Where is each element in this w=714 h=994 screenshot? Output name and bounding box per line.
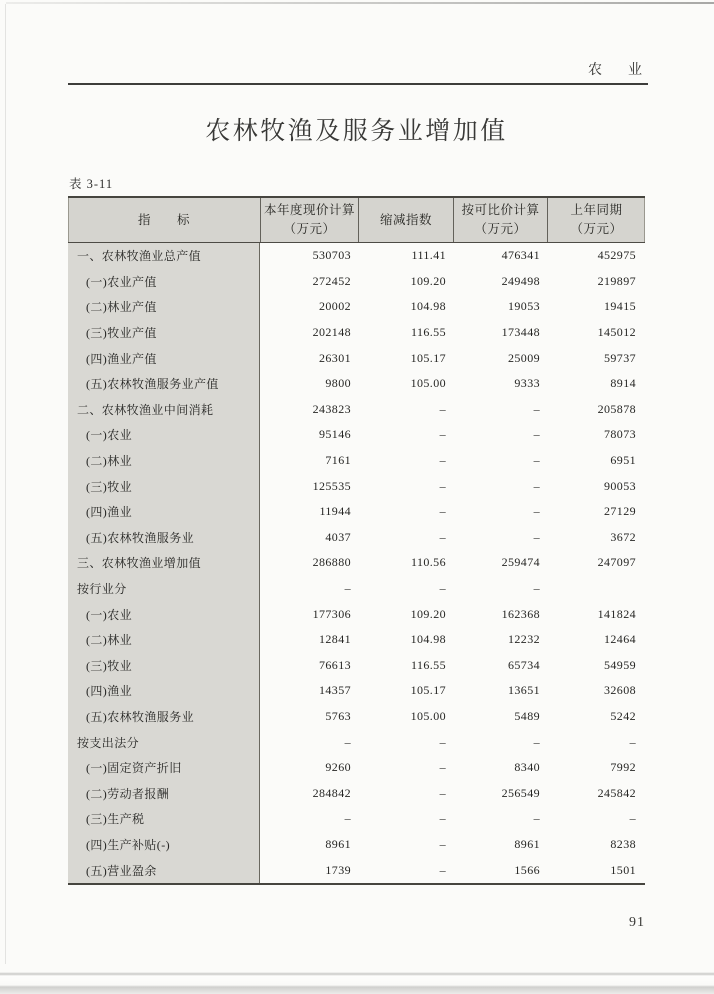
- table-row: [68, 397, 645, 423]
- value-cell: 109.20: [410, 606, 446, 621]
- value-cell: 5763: [325, 708, 351, 723]
- page-number: 91: [629, 915, 645, 930]
- value-cell: 20002: [319, 299, 351, 314]
- table-row: [68, 499, 645, 525]
- header-rule: [68, 83, 648, 85]
- table-label: 表 3-11: [69, 177, 114, 191]
- value-cell: 245842: [597, 785, 636, 800]
- value-cell: 105.17: [410, 683, 446, 698]
- value-cell: 1501: [610, 862, 636, 877]
- indicator-cell: (二)林业产值: [68, 294, 260, 320]
- value-cell: 145012: [597, 325, 636, 340]
- table-row: [68, 243, 645, 269]
- value-cell: –: [344, 581, 351, 596]
- value-cell: 78073: [604, 427, 636, 442]
- table-body: [68, 243, 645, 883]
- value-cell: 105.00: [410, 376, 446, 391]
- value-cell: 111.41: [411, 248, 446, 263]
- value-cell: 8961: [325, 836, 351, 851]
- value-cell: 12841: [319, 632, 351, 647]
- indicator-cell: (一)农业: [68, 422, 260, 448]
- value-cell: 5242: [610, 708, 636, 723]
- value-cell: 76613: [319, 657, 351, 672]
- value-cell: 177306: [312, 606, 351, 621]
- indicator-cell: 一、农林牧渔业总产值: [68, 243, 260, 269]
- value-cell: –: [439, 836, 446, 851]
- value-cell: –: [439, 581, 446, 596]
- value-cell: –: [439, 478, 446, 493]
- statistics-table: [68, 196, 645, 885]
- column-header-indicator: [68, 198, 260, 242]
- value-cell: –: [629, 734, 636, 749]
- column-header-label: 本年度现价计算: [263, 203, 355, 218]
- value-cell: 530703: [312, 248, 351, 263]
- value-cell: 9800: [325, 376, 351, 391]
- indicator-cell: 按行业分: [68, 576, 260, 602]
- value-cell: –: [439, 862, 446, 877]
- value-cell: –: [533, 453, 540, 468]
- value-cell: 286880: [312, 555, 351, 570]
- indicator-cell: (五)农林牧渔服务业产值: [68, 371, 260, 397]
- page-title: 农林牧渔及服务业增加值: [205, 118, 508, 145]
- column-header-last-year: [547, 198, 645, 242]
- table-row: [68, 371, 645, 397]
- value-cell: –: [533, 401, 540, 416]
- value-cell: 249498: [501, 273, 540, 288]
- value-cell: –: [533, 734, 540, 749]
- value-cell: 12464: [604, 632, 636, 647]
- value-cell: 25009: [508, 350, 540, 365]
- indicator-cell: (五)营业盈余: [68, 857, 260, 883]
- table-row: [68, 422, 645, 448]
- running-head: 农 业: [588, 63, 648, 78]
- value-cell: –: [533, 504, 540, 519]
- indicator-cell: (三)牧业: [68, 653, 260, 679]
- column-header-label: 上年同期: [570, 203, 623, 218]
- table-row: [68, 857, 645, 883]
- value-cell: 19053: [508, 299, 540, 314]
- table-row: [68, 345, 645, 371]
- value-cell: 8238: [610, 836, 636, 851]
- value-cell: 116.55: [411, 325, 446, 340]
- scan-edge-top: [6, 2, 714, 4]
- value-cell: –: [439, 427, 446, 442]
- indicator-cell: 按支出法分: [68, 729, 260, 755]
- indicator-cell: (五)农林牧渔服务业: [68, 704, 260, 730]
- indicator-cell: (一)农业: [68, 601, 260, 627]
- value-cell: 5489: [514, 708, 540, 723]
- value-cell: 9333: [514, 376, 540, 391]
- indicator-cell: 二、农林牧渔业中间消耗: [68, 397, 260, 423]
- value-cell: 247097: [597, 555, 636, 570]
- value-cell: 205878: [597, 401, 636, 416]
- value-cell: 13651: [508, 683, 540, 698]
- table-row: [68, 806, 645, 832]
- table-row: [68, 473, 645, 499]
- value-cell: 256549: [501, 785, 540, 800]
- value-cell: 54959: [604, 657, 636, 672]
- value-cell: 27129: [604, 504, 636, 519]
- value-cell: 105.00: [410, 708, 446, 723]
- value-cell: –: [533, 427, 540, 442]
- value-cell: 7992: [610, 760, 636, 775]
- value-cell: 1566: [514, 862, 540, 877]
- value-cell: –: [439, 529, 446, 544]
- column-header-unit: （万元）: [283, 222, 336, 236]
- value-cell: –: [439, 760, 446, 775]
- value-cell: 11944: [319, 504, 351, 519]
- indicator-cell: (二)林业: [68, 627, 260, 653]
- value-cell: 202148: [312, 325, 351, 340]
- column-header-deflator-index: [358, 198, 453, 242]
- value-cell: 116.55: [411, 657, 446, 672]
- indicator-cell: 三、农林牧渔业增加值: [68, 550, 260, 576]
- value-cell: 6951: [610, 453, 636, 468]
- indicator-cell: (三)生产税: [68, 806, 260, 832]
- value-cell: 243823: [312, 401, 351, 416]
- indicator-cell: (二)劳动者报酬: [68, 780, 260, 806]
- value-cell: 65734: [508, 657, 540, 672]
- value-cell: –: [344, 811, 351, 826]
- value-cell: –: [533, 581, 540, 596]
- value-cell: 162368: [501, 606, 540, 621]
- table-row: [68, 704, 645, 730]
- value-cell: 105.17: [410, 350, 446, 365]
- table-row: [68, 576, 645, 602]
- value-cell: 452975: [597, 248, 636, 263]
- value-cell: 104.98: [410, 632, 446, 647]
- value-cell: 1739: [325, 862, 351, 877]
- table-row: [68, 755, 645, 781]
- value-cell: –: [533, 529, 540, 544]
- table-row: [68, 780, 645, 806]
- value-cell: 12232: [508, 632, 540, 647]
- value-cell: [547, 576, 645, 602]
- value-cell: 4037: [325, 529, 351, 544]
- value-cell: 259474: [501, 555, 540, 570]
- indicator-cell: (四)渔业: [68, 499, 260, 525]
- value-cell: –: [629, 811, 636, 826]
- value-cell: 90053: [604, 478, 636, 493]
- indicator-cell: (二)林业: [68, 448, 260, 474]
- value-cell: 125535: [312, 478, 351, 493]
- value-cell: –: [533, 811, 540, 826]
- value-cell: 7161: [325, 453, 351, 468]
- value-cell: 3672: [610, 529, 636, 544]
- table-row: [68, 601, 645, 627]
- column-header-unit: （万元）: [570, 222, 623, 236]
- value-cell: 284842: [312, 785, 351, 800]
- table-row: [68, 729, 645, 755]
- table-row: [68, 320, 645, 346]
- indicator-cell: (四)渔业: [68, 678, 260, 704]
- value-cell: 141824: [597, 606, 636, 621]
- table-row: [68, 448, 645, 474]
- value-cell: 8961: [514, 836, 540, 851]
- value-cell: 26301: [319, 350, 351, 365]
- value-cell: 32608: [604, 683, 636, 698]
- table-header-row: [68, 198, 645, 243]
- table-row: [68, 653, 645, 679]
- value-cell: –: [439, 734, 446, 749]
- value-cell: 14357: [319, 683, 351, 698]
- value-cell: 110.56: [411, 555, 446, 570]
- column-header-comparable-price: [453, 198, 547, 242]
- value-cell: 104.98: [410, 299, 446, 314]
- value-cell: –: [439, 504, 446, 519]
- indicator-cell: (三)牧业产值: [68, 320, 260, 346]
- value-cell: 19415: [604, 299, 636, 314]
- indicator-cell: (一)固定资产折旧: [68, 755, 260, 781]
- scan-edge-left: [5, 4, 6, 964]
- table-row: [68, 550, 645, 576]
- table-row: [68, 627, 645, 653]
- column-header-label: 按可比价计算: [461, 203, 540, 218]
- value-cell: 109.20: [410, 273, 446, 288]
- scan-edge-bottom: [0, 972, 714, 994]
- value-cell: –: [439, 785, 446, 800]
- table-row: [68, 294, 645, 320]
- table-row: [68, 525, 645, 551]
- value-cell: –: [533, 478, 540, 493]
- value-cell: –: [439, 401, 446, 416]
- value-cell: 173448: [501, 325, 540, 340]
- table-row: [68, 832, 645, 858]
- indicator-cell: (四)渔业产值: [68, 345, 260, 371]
- column-header-label: 指 标: [137, 212, 190, 227]
- value-cell: 476341: [501, 248, 540, 263]
- indicator-cell: (五)农林牧渔服务业: [68, 525, 260, 551]
- value-cell: 8340: [514, 760, 540, 775]
- value-cell: 95146: [319, 427, 351, 442]
- indicator-cell: (三)牧业: [68, 473, 260, 499]
- column-header-current-price: [260, 198, 358, 242]
- value-cell: –: [439, 811, 446, 826]
- column-header-unit: （万元）: [474, 222, 527, 236]
- value-cell: 272452: [312, 273, 351, 288]
- column-header-label: 缩减指数: [379, 212, 432, 227]
- value-cell: 219897: [597, 273, 636, 288]
- value-cell: –: [344, 734, 351, 749]
- value-cell: 8914: [610, 376, 636, 391]
- table-row: [68, 269, 645, 295]
- indicator-cell: (四)生产补贴(-): [68, 832, 260, 858]
- value-cell: 59737: [604, 350, 636, 365]
- indicator-cell: (一)农业产值: [68, 269, 260, 295]
- value-cell: 9260: [325, 760, 351, 775]
- table-row: [68, 678, 645, 704]
- value-cell: –: [439, 453, 446, 468]
